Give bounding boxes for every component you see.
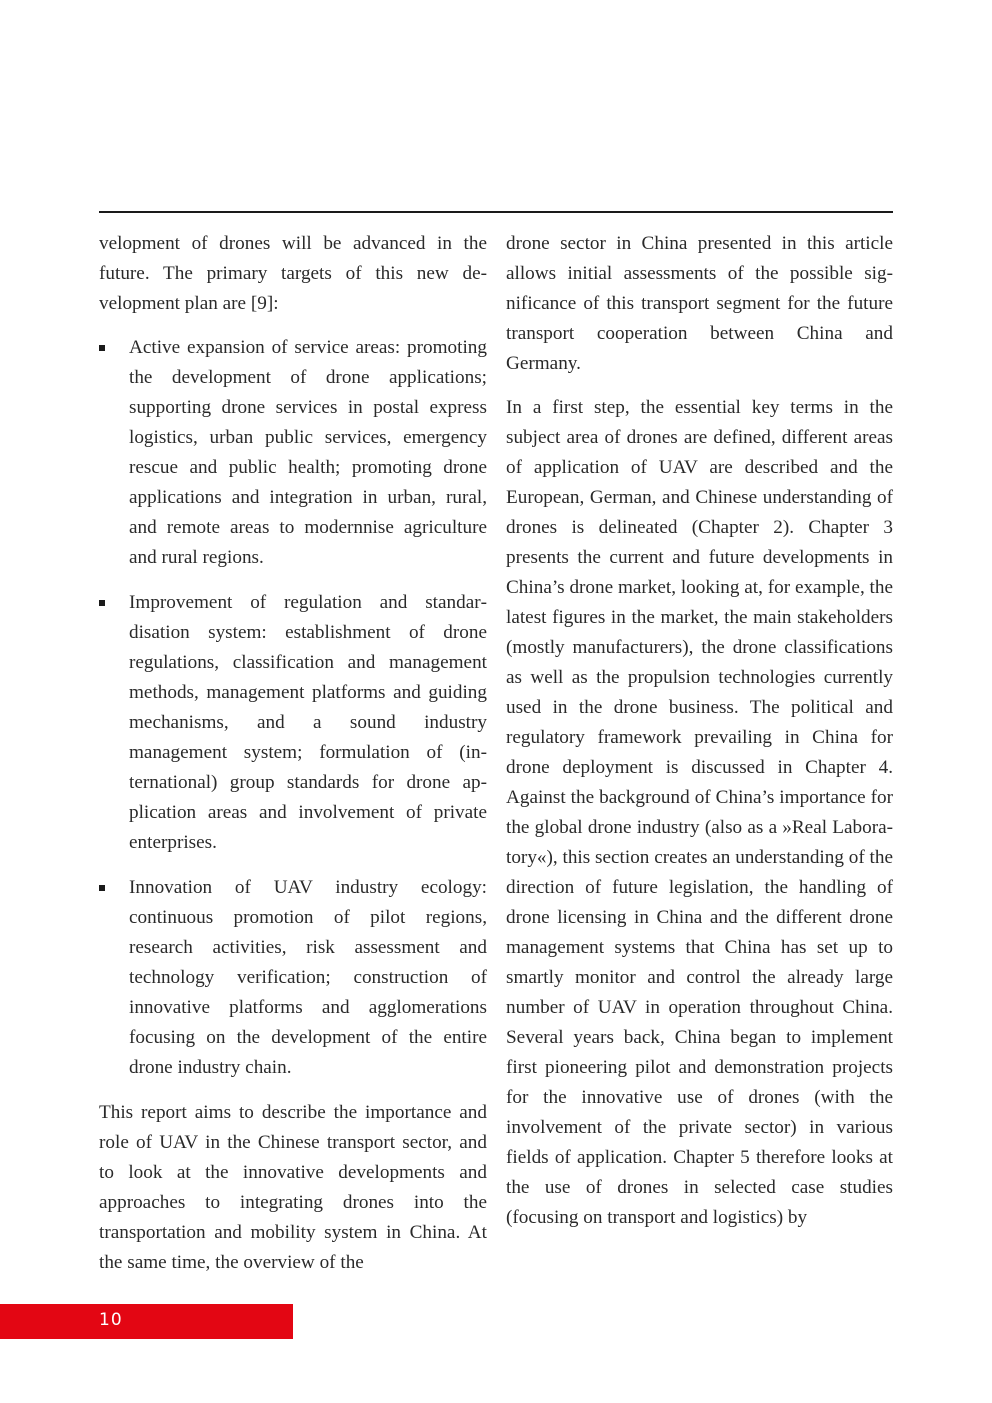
page-number: 10 bbox=[99, 1310, 123, 1330]
development-targets-list bbox=[99, 333, 487, 1083]
list-item-text: Active expansion of service areas: promoting the development of drone applications; supporting drone services in postal express logistics, urban public services, emergency rescue and public health; promoting drone applications and integration in urban, rural, and remote areas to modernnise agriculture and rural regions. bbox=[129, 337, 487, 568]
left-column bbox=[99, 229, 487, 1292]
overview-paragraph: drone sector in China presented in this article allows initial assessments of the possible significance of this transport segment for the future transport cooperation between China and Germany. bbox=[506, 233, 893, 374]
square-bullet-icon bbox=[99, 885, 105, 891]
square-bullet-icon bbox=[99, 600, 105, 606]
list-item-text: Innovation of UAV industry ecology: continuous promotion of pilot regions, research activities, risk assessment and technology verification; construction of innovative platforms and agglomerations focusing on the development of the entire drone industry chain. bbox=[129, 877, 487, 1078]
report-aim-paragraph: This report aims to describe the importance and role of UAV in the Chinese transport sector, and to look at the innovative developments and approaches to integrating drones into the transportation and mobility system in China. At the same time, the overview of the bbox=[99, 1102, 487, 1273]
list-item bbox=[99, 588, 487, 858]
list-item bbox=[99, 873, 487, 1083]
header-rule bbox=[99, 211, 893, 213]
right-column bbox=[506, 229, 893, 1247]
square-bullet-icon bbox=[99, 345, 105, 351]
list-item-text: Improvement of regulation and standardisation system: establishment of drone regulations, classification and management methods, management platforms and guiding mechanisms, and a sound industry management system; formulation of (international) group standards for drone application areas and involvement of private enterprises. bbox=[129, 592, 487, 853]
page-number-bar bbox=[0, 1304, 293, 1339]
list-item bbox=[99, 333, 487, 573]
intro-paragraph: velopment of drones will be advanced in the future. The primary targets of this new development plan are [9]: bbox=[99, 233, 487, 314]
chapter-outline-paragraph: In a first step, the essential key terms in the subject area of drones are defined, different areas of application of UAV are described and the European, German, and Chinese understanding of drones is delineated (Chapter 2). Chapter 3 presents the current and future developments in China’s drone market, looking at, for example, the latest figures in the market, the main stakeholders (mostly manufacturers), the drone classifications as well as the propulsion technologies currently used in the drone business. The political and regulatory framework prevailing in China for drone deployment is discussed in Chapter 4. Against the background of China’s importance for the global drone industry (also as a »Real Laboratory«), this section creates an understanding of the direction of future legislation, the handling of drone licensing in China and the different drone management systems that China has set up to smartly monitor and control the already large number of UAV in operation throughout China. Several years back, China began to implement first pioneering pilot and demonstration projects for the innovative use of drones (with the involvement of the private sector) in various fields of application. Chapter 5 therefore looks at the use of drones in selected case studies (focusing on transport and logistics) by bbox=[506, 397, 893, 1228]
